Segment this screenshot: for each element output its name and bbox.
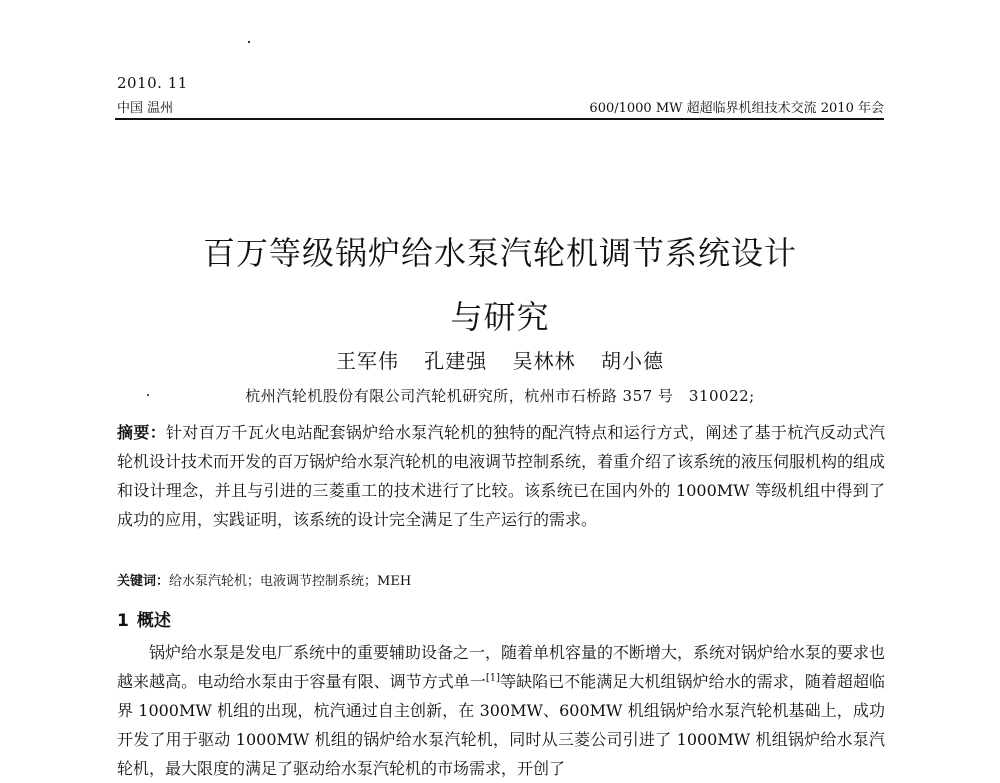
section-heading: [117, 606, 171, 631]
paper-affiliation: 杭州汽轮机股份有限公司汽轮机研究所，杭州市石桥路 357 号 310022;: [245, 387, 755, 405]
citation-ref: [1]: [485, 672, 501, 684]
paper-title-line-1: 百万等级锅炉给水泵汽轮机调节系统设计: [202, 234, 797, 272]
abstract-label: 摘要：: [117, 423, 167, 442]
paper-title-line-2: 与研究: [450, 298, 550, 336]
keywords-text: 给水泵汽轮机；电液调节控制系统；MEH: [169, 574, 412, 589]
section-number: 1: [117, 611, 129, 631]
keywords: [117, 570, 885, 589]
body-text-cont: 等缺陷已不能满足大机组锅炉给水的需求，随着超超临界 1000MW 机组的出现，杭汽通过自主创新，在 300MW、600MW 机组锅炉给水泵汽轮机基础上，成功开发了用于驱动 1000MW 机组的锅炉给水泵汽轮机，同时从三菱公司引进了 1000MW 机组锅炉给水泵汽轮机，最大限度的满足了驱动给水泵汽轮机的市场需求，开创了: [117, 672, 885, 778]
abstract-text: 针对百万千瓦火电站配套锅炉给水泵汽轮机的独特的配汽特点和运行方式，阐述了基于杭汽反动式汽轮机设计技术而开发的百万锅炉给水泵汽轮机的电液调节控制系统，着重介绍了该系统的液压伺服机构的组成和设计理念，并且与引进的三菱重工的技术进行了比较。该系统已在国内外的 1000MW 等级机组中得到了成功的应用，实践证明，该系统的设计完全满足了生产运行的需求。: [117, 423, 886, 529]
paper-authors: 王军伟 孔建强 吴林林 胡小德: [335, 349, 665, 373]
section-title: 概述: [136, 611, 171, 631]
header-place: 中国 温州: [117, 101, 174, 116]
body-text: 锅炉给水泵是发电厂系统中的重要辅助设备之一，随着单机容量的不断增大，系统对锅炉给水泵的要求也越来越高。电动给水泵由于容量有限、调节方式单一: [117, 643, 886, 691]
header-rule: [115, 118, 884, 120]
keywords-label: 关键词：: [117, 574, 170, 589]
scan-speck: [248, 41, 250, 43]
body-paragraph: [117, 638, 885, 783]
header-date: 2010. 11: [117, 74, 188, 92]
header-conference: 600/1000 MW 超超临界机组技术交流 2010 年会: [589, 101, 884, 116]
abstract: [117, 418, 885, 534]
